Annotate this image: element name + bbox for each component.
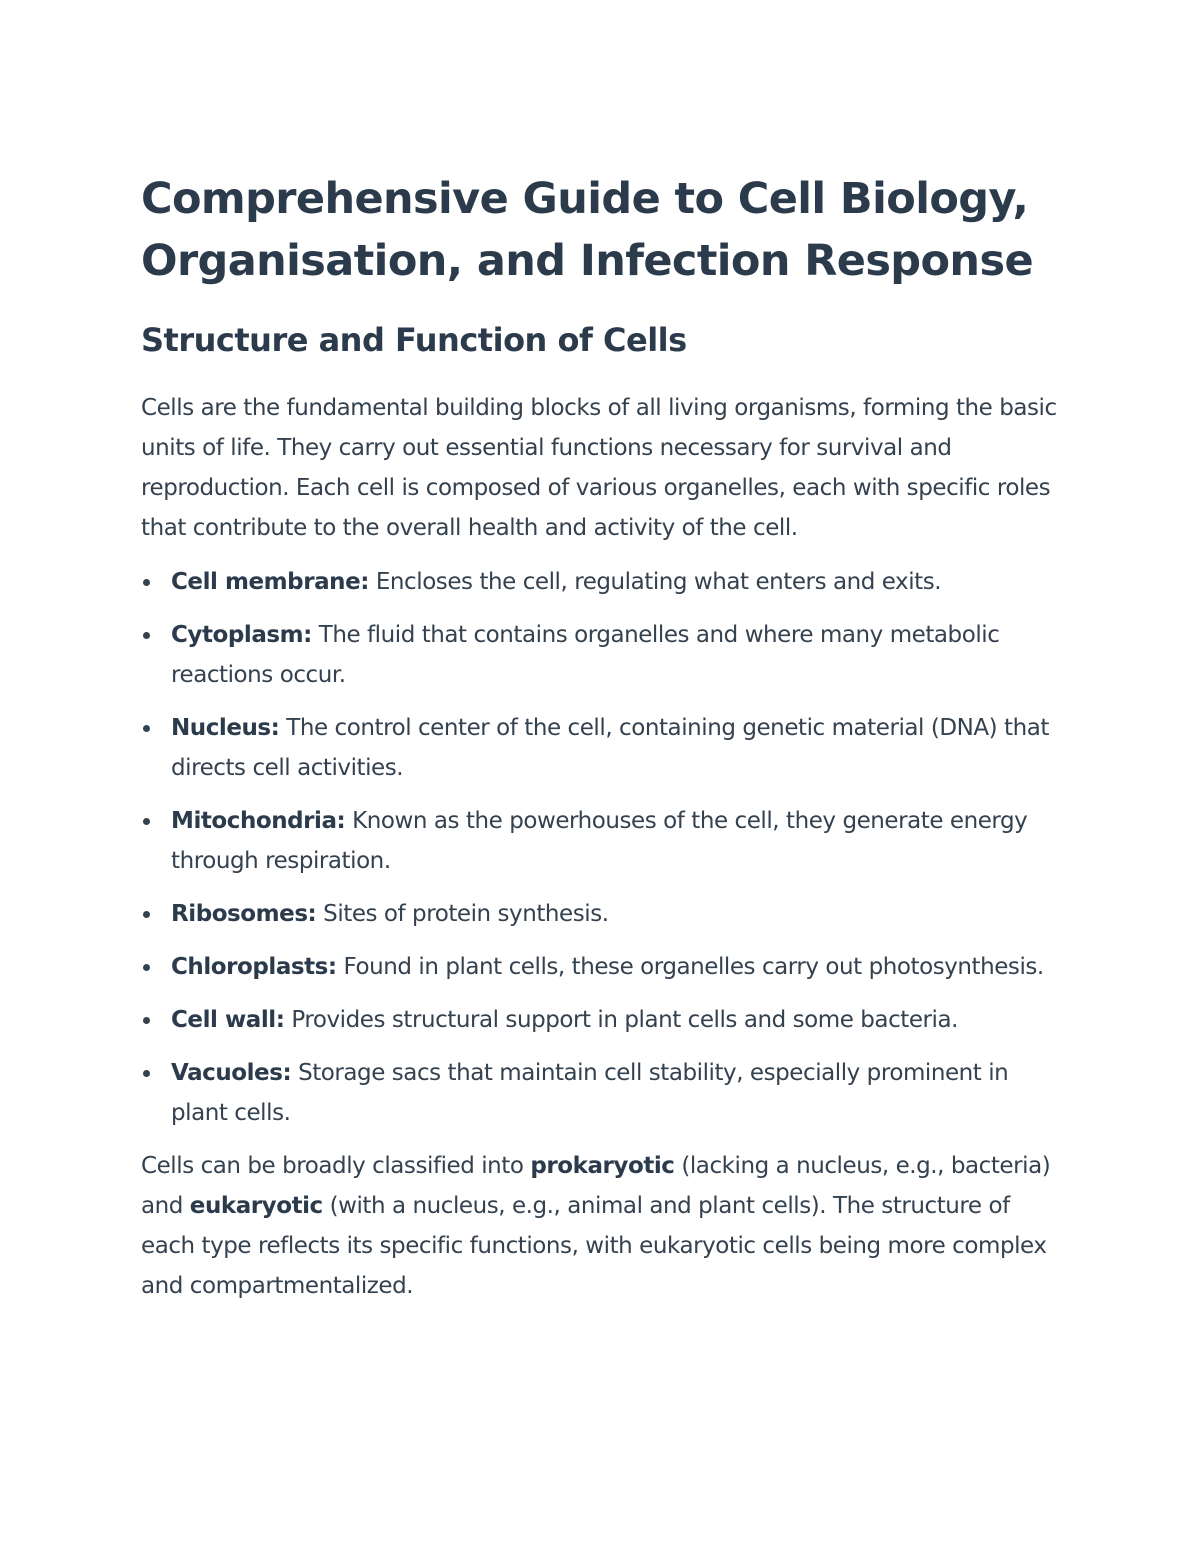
bullet-icon [143, 1017, 150, 1024]
outro-text-1: Cells can be broadly classified into [141, 1153, 531, 1179]
bullet-icon [143, 1070, 150, 1077]
document-page [141, 168, 1061, 1306]
organelle-term: Cell wall: [171, 1007, 285, 1033]
organelle-term: Nucleus: [171, 715, 280, 741]
bullet-icon [143, 911, 150, 918]
list-item [141, 801, 1061, 881]
list-item [141, 947, 1061, 987]
organelle-list [141, 562, 1061, 1133]
bullet-icon [143, 964, 150, 971]
bullet-icon [143, 632, 150, 639]
organelle-term: Ribosomes: [171, 901, 317, 927]
classification-paragraph [141, 1146, 1061, 1306]
term-prokaryotic: prokaryotic [530, 1153, 675, 1179]
list-item [141, 562, 1061, 602]
bullet-icon [143, 818, 150, 825]
organelle-description: Sites of protein synthesis. [316, 901, 609, 927]
list-item [141, 615, 1061, 695]
organelle-description: The fluid that contains organelles and where many metabolic reactions occur. [171, 622, 1000, 688]
bullet-icon [143, 579, 150, 586]
organelle-term: Chloroplasts: [171, 954, 337, 980]
outro-text-2: (lacking a nucleus, e.g., bacteria) and [141, 1153, 1051, 1219]
organelle-term: Cell membrane: [171, 569, 369, 595]
organelle-term: Vacuoles: [171, 1060, 292, 1086]
organelle-description: Provides structural support in plant cells and some bacteria. [284, 1007, 958, 1033]
intro-paragraph: Cells are the fundamental building blocks of all living organisms, forming the basic units of life. They carry out essential functions necessary for survival and reproduction. Each cell is composed of various organelles, each with specific roles that contribute to the overall health and activity of the cell. [141, 395, 1057, 541]
term-eukaryotic: eukaryotic [189, 1193, 323, 1219]
organelle-description: The control center of the cell, containing genetic material (DNA) that directs cell activities. [171, 715, 1049, 781]
outro-text-3: (with a nucleus, e.g., animal and plant cells). The structure of each type reflects its specific functions, with eukaryotic cells being more complex and compartmentalized. [141, 1193, 1047, 1299]
title-line-1: Comprehensive Guide to Cell Biology, [141, 174, 1029, 224]
organelle-term: Cytoplasm: [171, 622, 312, 648]
list-item [141, 894, 1061, 934]
list-item [141, 708, 1061, 788]
organelle-description: Found in plant cells, these organelles carry out photosynthesis. [336, 954, 1044, 980]
organelle-description: Encloses the cell, regulating what enters and exits. [368, 569, 942, 595]
bullet-icon [143, 725, 150, 732]
list-item [141, 1000, 1061, 1040]
organelle-description: Known as the powerhouses of the cell, they generate energy through respiration. [171, 808, 1028, 874]
title-line-2: Organisation, and Infection Response [141, 236, 1034, 286]
document-title [141, 168, 1061, 292]
list-item [141, 1053, 1061, 1133]
organelle-description: Storage sacs that maintain cell stability, especially prominent in plant cells. [171, 1060, 1009, 1126]
organelle-term: Mitochondria: [171, 808, 346, 834]
section-heading: Structure and Function of Cells [141, 321, 687, 359]
